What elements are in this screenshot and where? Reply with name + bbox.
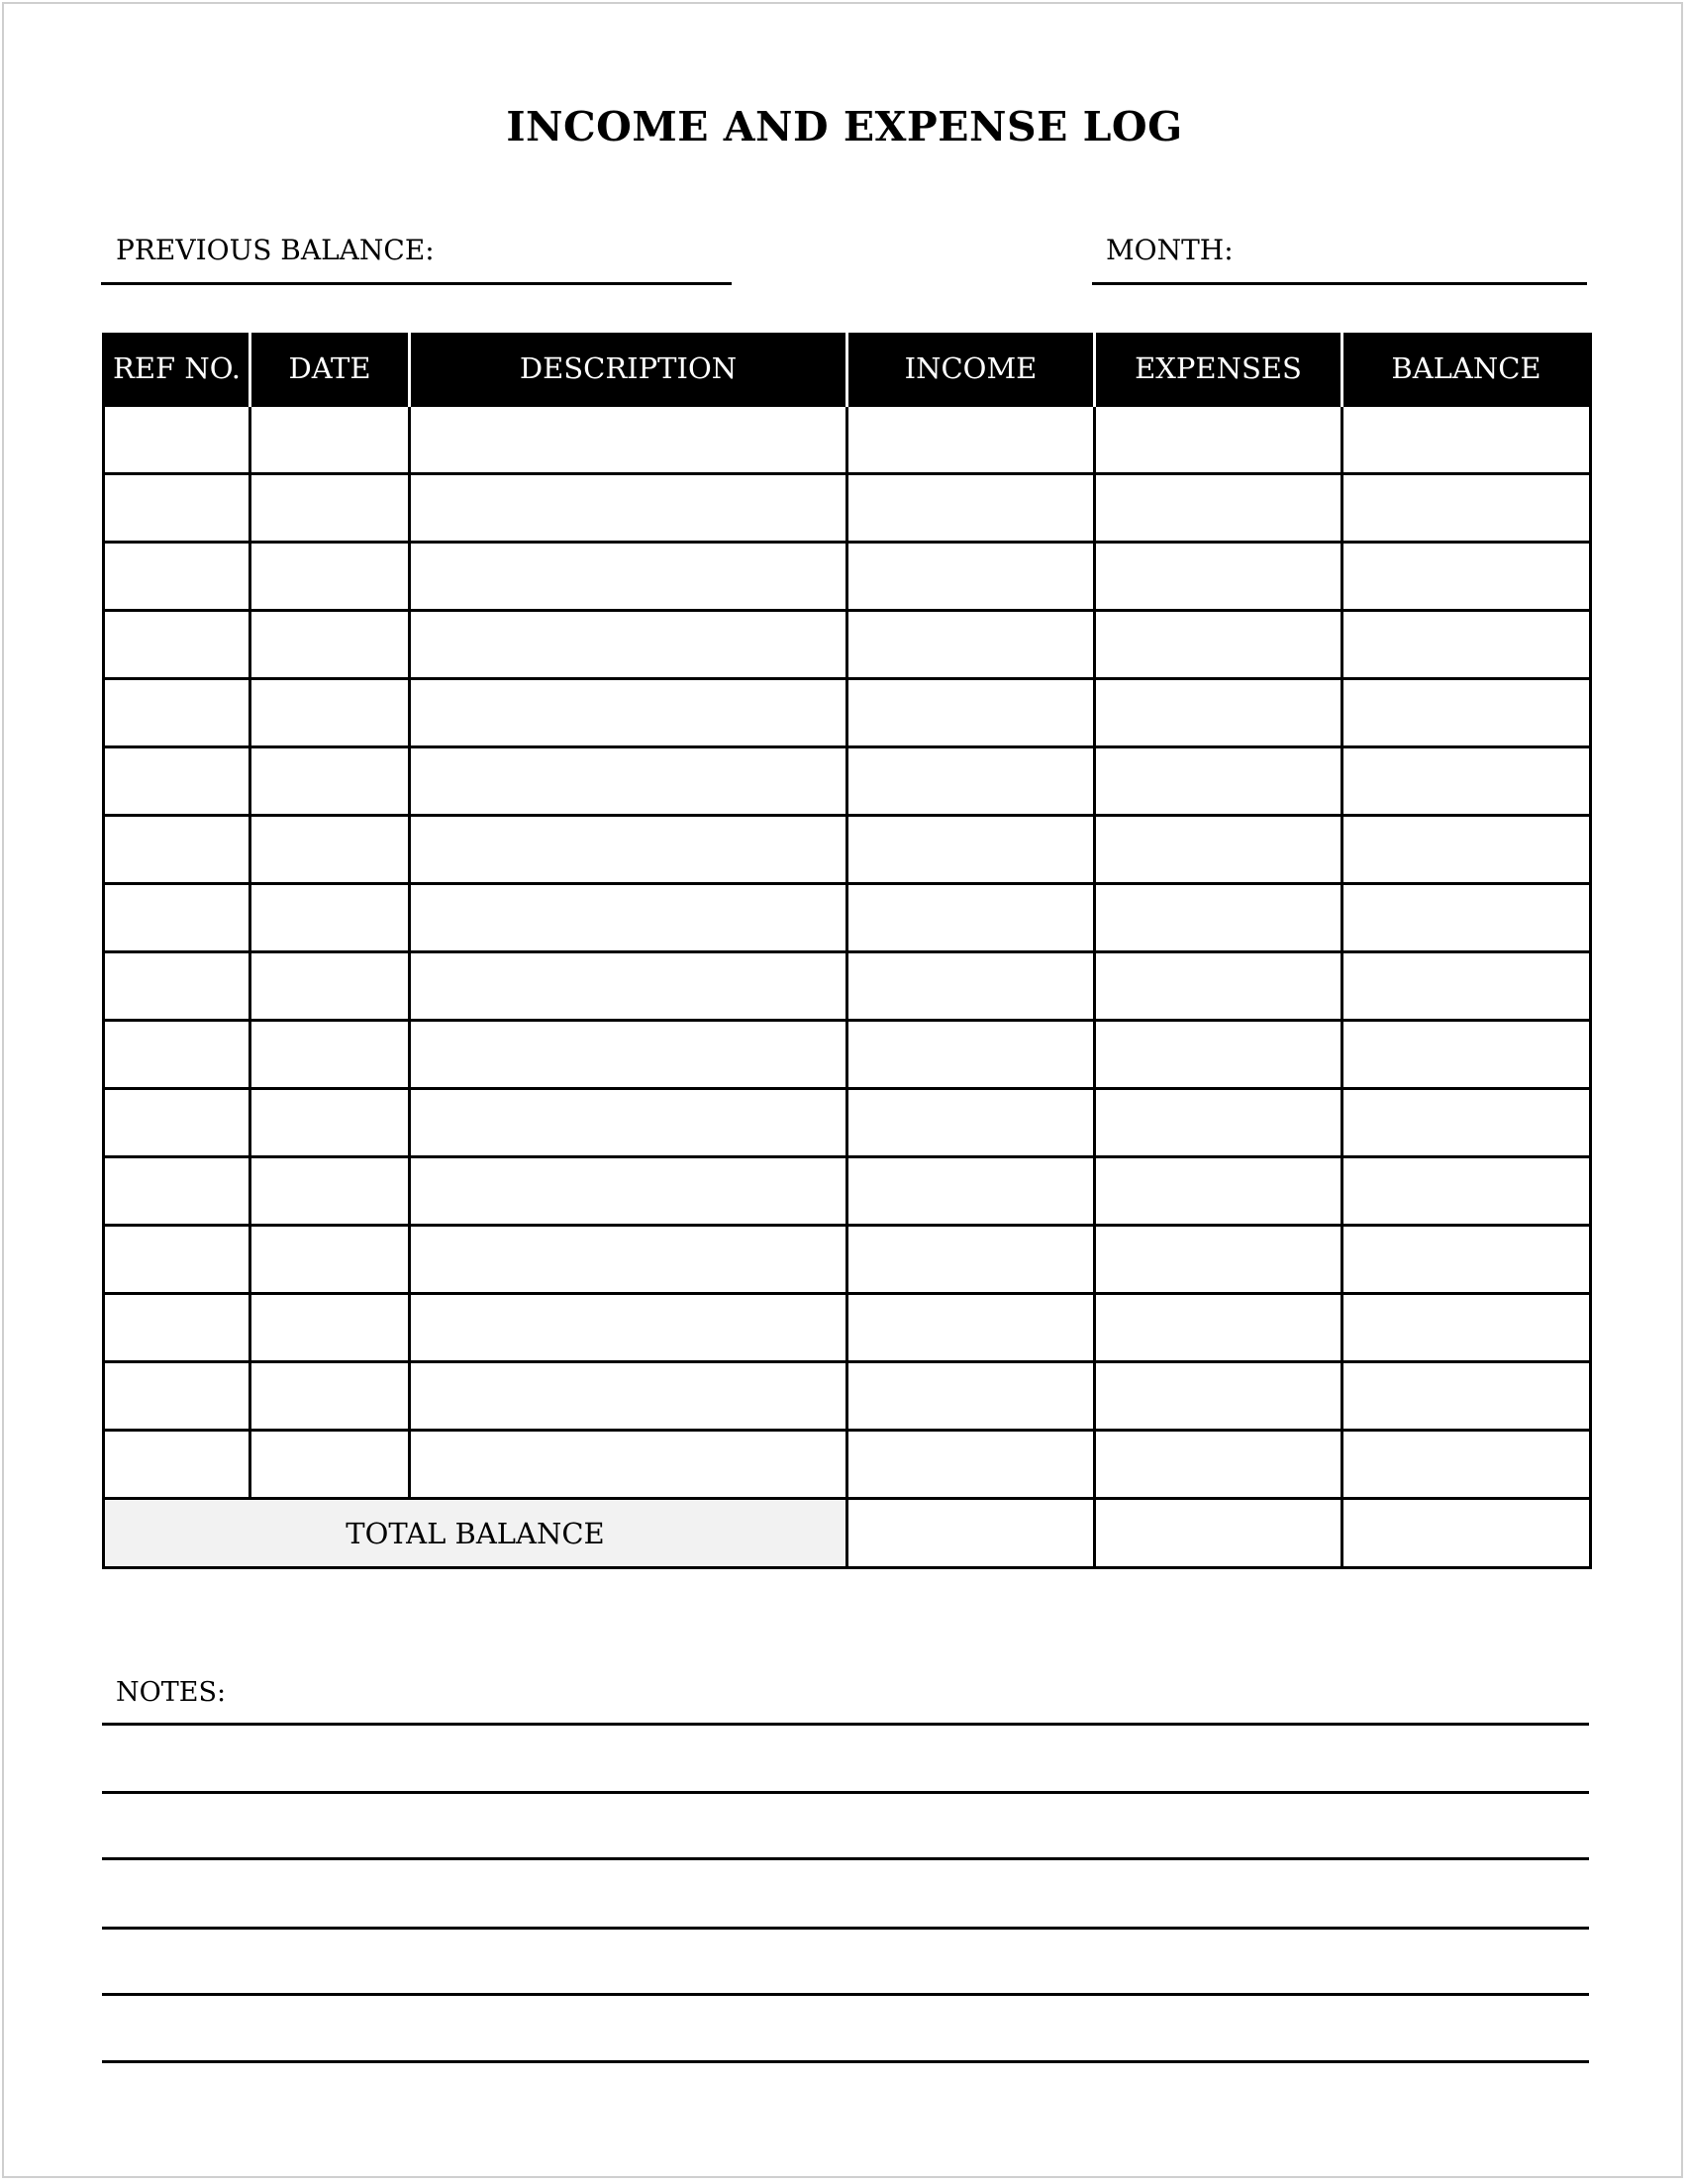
ref-no-cell[interactable] [104, 543, 250, 611]
description-cell[interactable] [410, 747, 847, 816]
ref-no-cell[interactable] [104, 1294, 250, 1362]
table-row [104, 406, 1591, 474]
description-cell[interactable] [410, 1362, 847, 1431]
income-cell[interactable] [847, 611, 1095, 679]
date-cell[interactable] [250, 1021, 410, 1089]
ref-no-cell[interactable] [104, 679, 250, 747]
header-ref-no: REF NO. [104, 333, 250, 406]
table-row [104, 543, 1591, 611]
total-balance-cell[interactable] [1342, 1499, 1591, 1568]
header-description: DESCRIPTION [410, 333, 847, 406]
expenses-cell[interactable] [1095, 406, 1342, 474]
description-cell[interactable] [410, 679, 847, 747]
date-cell[interactable] [250, 1226, 410, 1294]
date-cell[interactable] [250, 611, 410, 679]
table-row [104, 747, 1591, 816]
ref-no-cell[interactable] [104, 1157, 250, 1226]
expenses-cell[interactable] [1095, 679, 1342, 747]
expenses-cell[interactable] [1095, 816, 1342, 884]
description-cell[interactable] [410, 1089, 847, 1157]
description-cell[interactable] [410, 406, 847, 474]
header-date: DATE [250, 333, 410, 406]
expenses-cell[interactable] [1095, 474, 1342, 543]
header-balance: BALANCE [1342, 333, 1591, 406]
balance-cell[interactable] [1342, 1294, 1591, 1362]
table-row [104, 1089, 1591, 1157]
description-cell[interactable] [410, 474, 847, 543]
expenses-cell[interactable] [1095, 1431, 1342, 1499]
income-expense-table [102, 333, 1592, 1569]
month-label: MONTH: [1106, 234, 1234, 266]
description-cell[interactable] [410, 543, 847, 611]
income-cell[interactable] [847, 816, 1095, 884]
income-cell[interactable] [847, 1226, 1095, 1294]
date-cell[interactable] [250, 1294, 410, 1362]
ref-no-cell[interactable] [104, 747, 250, 816]
date-cell[interactable] [250, 679, 410, 747]
total-balance-label: TOTAL BALANCE [104, 1499, 847, 1568]
table-row [104, 1294, 1591, 1362]
expenses-cell[interactable] [1095, 884, 1342, 952]
notes-line[interactable] [102, 1723, 1589, 1726]
balance-cell[interactable] [1342, 1157, 1591, 1226]
income-cell[interactable] [847, 884, 1095, 952]
date-cell[interactable] [250, 884, 410, 952]
ref-no-cell[interactable] [104, 611, 250, 679]
table-row [104, 611, 1591, 679]
notes-line[interactable] [102, 2060, 1589, 2063]
ref-no-cell[interactable] [104, 816, 250, 884]
description-cell[interactable] [410, 1431, 847, 1499]
page-title: INCOME AND EXPENSE LOG [506, 103, 1183, 150]
date-cell[interactable] [250, 474, 410, 543]
balance-cell[interactable] [1342, 474, 1591, 543]
income-cell[interactable] [847, 679, 1095, 747]
table-row [104, 952, 1591, 1021]
notes-line[interactable] [102, 1927, 1589, 1930]
balance-cell[interactable] [1342, 679, 1591, 747]
description-cell[interactable] [410, 611, 847, 679]
income-cell[interactable] [847, 1362, 1095, 1431]
ref-no-cell[interactable] [104, 884, 250, 952]
ref-no-cell[interactable] [104, 1431, 250, 1499]
header-income: INCOME [847, 333, 1095, 406]
table-row [104, 474, 1591, 543]
table-header-row [104, 333, 1591, 406]
month-field[interactable] [1092, 282, 1587, 285]
income-cell[interactable] [847, 1021, 1095, 1089]
income-cell[interactable] [847, 406, 1095, 474]
table-row [104, 884, 1591, 952]
expenses-cell[interactable] [1095, 1294, 1342, 1362]
income-cell[interactable] [847, 474, 1095, 543]
description-cell[interactable] [410, 952, 847, 1021]
balance-cell[interactable] [1342, 611, 1591, 679]
date-cell[interactable] [250, 1362, 410, 1431]
ref-no-cell[interactable] [104, 1362, 250, 1431]
notes-line[interactable] [102, 1791, 1589, 1794]
total-row [104, 1499, 1591, 1568]
balance-cell[interactable] [1342, 747, 1591, 816]
ref-no-cell[interactable] [104, 1021, 250, 1089]
expenses-cell[interactable] [1095, 1021, 1342, 1089]
date-cell[interactable] [250, 952, 410, 1021]
date-cell[interactable] [250, 1431, 410, 1499]
expenses-cell[interactable] [1095, 1362, 1342, 1431]
previous-balance-field[interactable] [101, 282, 732, 285]
table-row [104, 1226, 1591, 1294]
date-cell[interactable] [250, 1089, 410, 1157]
date-cell[interactable] [250, 816, 410, 884]
table-row [104, 1021, 1591, 1089]
ref-no-cell[interactable] [104, 952, 250, 1021]
table-row [104, 679, 1591, 747]
income-cell[interactable] [847, 952, 1095, 1021]
expenses-cell[interactable] [1095, 543, 1342, 611]
income-cell[interactable] [847, 1294, 1095, 1362]
date-cell[interactable] [250, 747, 410, 816]
balance-cell[interactable] [1342, 1021, 1591, 1089]
table-row [104, 816, 1591, 884]
income-cell[interactable] [847, 747, 1095, 816]
total-expenses-cell[interactable] [1095, 1499, 1342, 1568]
total-income-cell[interactable] [847, 1499, 1095, 1568]
description-cell[interactable] [410, 1021, 847, 1089]
ref-no-cell[interactable] [104, 406, 250, 474]
expenses-cell[interactable] [1095, 1157, 1342, 1226]
income-cell[interactable] [847, 1157, 1095, 1226]
date-cell[interactable] [250, 406, 410, 474]
income-cell[interactable] [847, 1089, 1095, 1157]
expenses-cell[interactable] [1095, 611, 1342, 679]
table-row [104, 1431, 1591, 1499]
table-body [104, 406, 1591, 1499]
balance-cell[interactable] [1342, 816, 1591, 884]
description-cell[interactable] [410, 884, 847, 952]
description-cell[interactable] [410, 816, 847, 884]
header-expenses: EXPENSES [1095, 333, 1342, 406]
expenses-cell[interactable] [1095, 952, 1342, 1021]
expenses-cell[interactable] [1095, 1089, 1342, 1157]
date-cell[interactable] [250, 1157, 410, 1226]
previous-balance-label: PREVIOUS BALANCE: [116, 234, 435, 266]
balance-cell[interactable] [1342, 406, 1591, 474]
expenses-cell[interactable] [1095, 747, 1342, 816]
balance-cell[interactable] [1342, 543, 1591, 611]
balance-cell[interactable] [1342, 1226, 1591, 1294]
expenses-cell[interactable] [1095, 1226, 1342, 1294]
income-cell[interactable] [847, 543, 1095, 611]
notes-label: NOTES: [116, 1677, 227, 1708]
balance-cell[interactable] [1342, 1362, 1591, 1431]
notes-line[interactable] [102, 1857, 1589, 1860]
income-cell[interactable] [847, 1431, 1095, 1499]
table-row [104, 1157, 1591, 1226]
balance-cell[interactable] [1342, 952, 1591, 1021]
notes-line[interactable] [102, 1993, 1589, 1996]
description-cell[interactable] [410, 1226, 847, 1294]
ref-no-cell[interactable] [104, 474, 250, 543]
table-row [104, 1362, 1591, 1431]
balance-cell[interactable] [1342, 1089, 1591, 1157]
balance-cell[interactable] [1342, 884, 1591, 952]
description-cell[interactable] [410, 1294, 847, 1362]
description-cell[interactable] [410, 1157, 847, 1226]
date-cell[interactable] [250, 543, 410, 611]
balance-cell[interactable] [1342, 1431, 1591, 1499]
ref-no-cell[interactable] [104, 1089, 250, 1157]
ref-no-cell[interactable] [104, 1226, 250, 1294]
